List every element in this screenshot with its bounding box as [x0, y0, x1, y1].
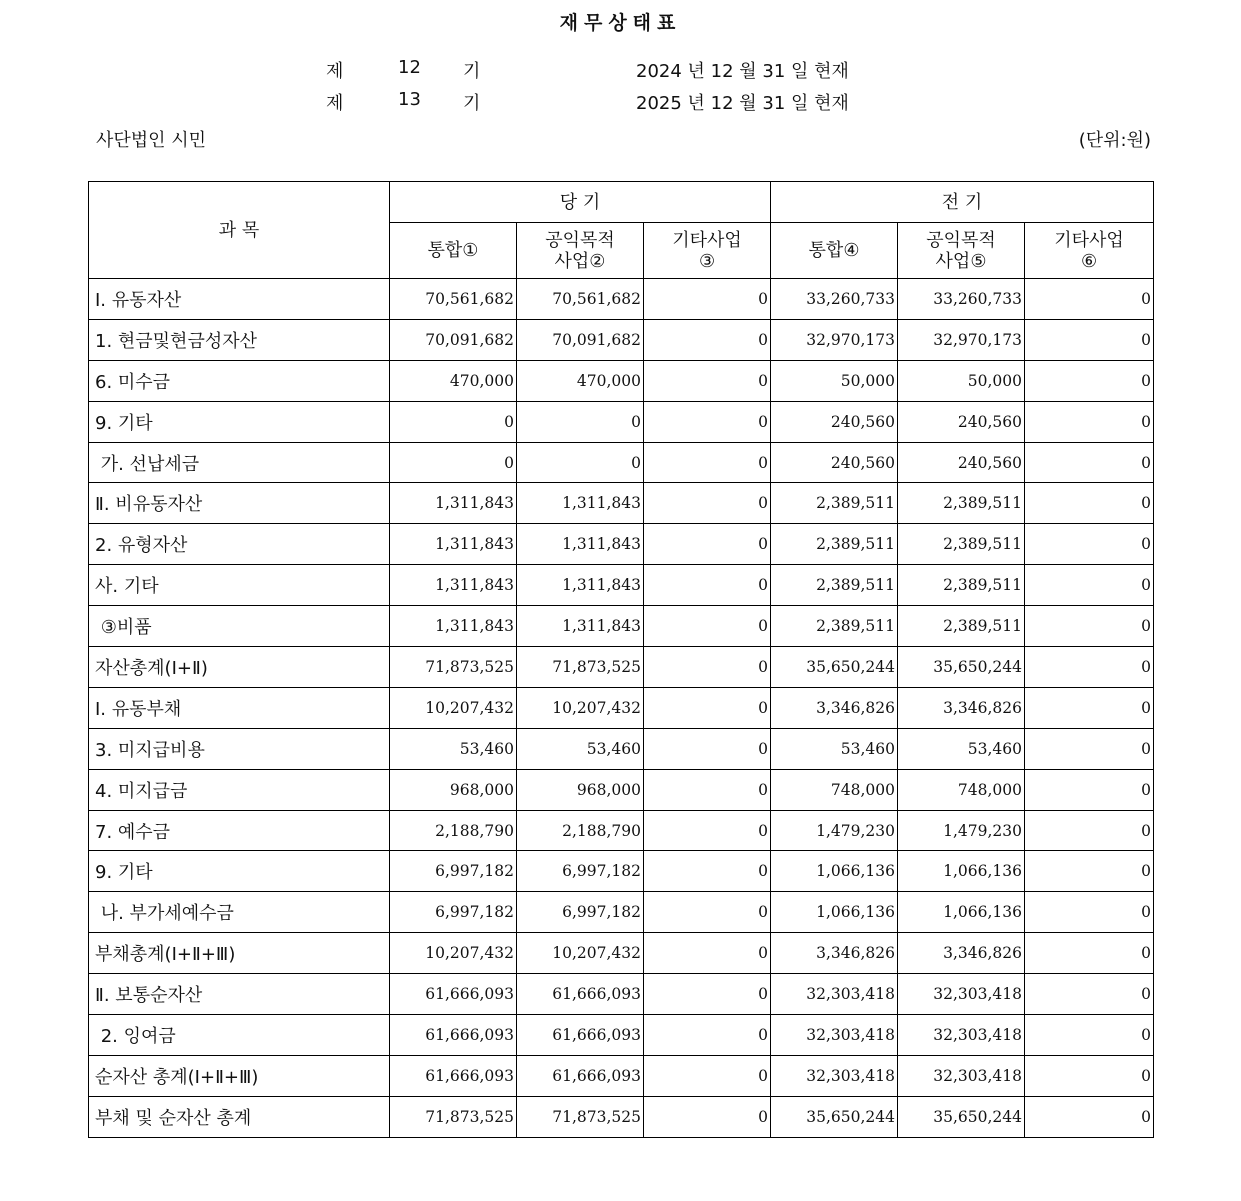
table-row	[89, 851, 1154, 892]
account-label: 9. 기타	[89, 401, 390, 442]
amount-cell: 1,066,136	[898, 892, 1025, 933]
table-row	[89, 442, 1154, 483]
table-body	[89, 279, 1154, 1138]
account-label: 순자산 총계(Ⅰ+Ⅱ+Ⅲ)	[89, 1055, 390, 1096]
amount-cell: 32,303,418	[771, 974, 898, 1015]
account-label: Ⅰ. 유동부채	[89, 687, 390, 728]
amount-cell: 0	[644, 687, 771, 728]
prior-period-header: 전 기	[771, 182, 1154, 223]
sub-header-3: 기타사업 ③	[644, 223, 771, 279]
table-row	[89, 483, 1154, 524]
amount-cell: 32,303,418	[898, 1015, 1025, 1056]
table-row	[89, 1096, 1154, 1137]
amount-cell: 32,303,418	[771, 1055, 898, 1096]
amount-cell: 0	[644, 606, 771, 647]
account-header: 과 목	[89, 182, 390, 279]
amount-cell: 10,207,432	[517, 687, 644, 728]
amount-cell: 53,460	[390, 728, 517, 769]
table-row	[89, 769, 1154, 810]
table-row	[89, 687, 1154, 728]
amount-cell: 70,091,682	[517, 319, 644, 360]
amount-cell: 0	[1025, 401, 1154, 442]
period-line-2	[0, 89, 1241, 113]
table-row	[89, 1015, 1154, 1056]
document-title: 재무상태표	[559, 12, 682, 34]
amount-cell: 0	[1025, 1096, 1154, 1137]
account-label: 사. 기타	[89, 565, 390, 606]
period-number: 12	[398, 57, 421, 78]
amount-cell: 53,460	[898, 728, 1025, 769]
amount-cell: 0	[1025, 442, 1154, 483]
amount-cell: 2,389,511	[898, 483, 1025, 524]
table-row	[89, 319, 1154, 360]
account-label: 자산총계(Ⅰ+Ⅱ)	[89, 647, 390, 688]
amount-cell: 0	[1025, 728, 1154, 769]
amount-cell: 10,207,432	[390, 687, 517, 728]
amount-cell: 0	[644, 442, 771, 483]
amount-cell: 0	[644, 892, 771, 933]
amount-cell: 1,311,843	[390, 606, 517, 647]
period-date: 2025 년 12 월 31 일 현재	[636, 93, 849, 114]
period-date: 2024 년 12 월 31 일 현재	[636, 61, 849, 82]
amount-cell: 33,260,733	[771, 279, 898, 320]
amount-cell: 10,207,432	[390, 933, 517, 974]
amount-cell: 32,303,418	[898, 1055, 1025, 1096]
sub-header-6: 기타사업 ⑥	[1025, 223, 1154, 279]
amount-cell: 0	[1025, 1055, 1154, 1096]
amount-cell: 3,346,826	[771, 933, 898, 974]
current-period-header: 당 기	[390, 182, 771, 223]
amount-cell: 0	[1025, 524, 1154, 565]
table-row	[89, 647, 1154, 688]
amount-cell: 240,560	[898, 442, 1025, 483]
account-label: 7. 예수금	[89, 810, 390, 851]
amount-cell: 0	[644, 279, 771, 320]
amount-cell: 6,997,182	[390, 892, 517, 933]
amount-cell: 2,188,790	[517, 810, 644, 851]
header-row-1	[89, 182, 1154, 223]
amount-cell: 35,650,244	[898, 1096, 1025, 1137]
amount-cell: 0	[644, 401, 771, 442]
amount-cell: 2,389,511	[898, 606, 1025, 647]
amount-cell: 53,460	[517, 728, 644, 769]
account-label: Ⅰ. 유동자산	[89, 279, 390, 320]
sub-header-1: 통합①	[390, 223, 517, 279]
amount-cell: 968,000	[517, 769, 644, 810]
account-label: 부채 및 순자산 총계	[89, 1096, 390, 1137]
account-label: Ⅱ. 보통순자산	[89, 974, 390, 1015]
amount-cell: 0	[644, 974, 771, 1015]
amount-cell: 0	[1025, 769, 1154, 810]
amount-cell: 32,303,418	[771, 1015, 898, 1056]
amount-cell: 70,091,682	[390, 319, 517, 360]
amount-cell: 71,873,525	[517, 647, 644, 688]
amount-cell: 6,997,182	[390, 851, 517, 892]
amount-cell: 0	[1025, 279, 1154, 320]
amount-cell: 71,873,525	[390, 647, 517, 688]
amount-cell: 1,479,230	[898, 810, 1025, 851]
period-label: 제	[326, 61, 344, 82]
amount-cell: 2,389,511	[771, 483, 898, 524]
sub-header-5: 공익목적 사업⑤	[898, 223, 1025, 279]
amount-cell: 0	[1025, 892, 1154, 933]
amount-cell: 70,561,682	[517, 279, 644, 320]
amount-cell: 32,970,173	[771, 319, 898, 360]
amount-cell: 1,311,843	[517, 606, 644, 647]
amount-cell: 0	[517, 401, 644, 442]
amount-cell: 0	[644, 1096, 771, 1137]
amount-cell: 1,311,843	[517, 565, 644, 606]
amount-cell: 61,666,093	[517, 974, 644, 1015]
account-label: 3. 미지급비용	[89, 728, 390, 769]
amount-cell: 61,666,093	[517, 1015, 644, 1056]
amount-cell: 6,997,182	[517, 892, 644, 933]
amount-cell: 50,000	[898, 360, 1025, 401]
amount-cell: 0	[644, 1015, 771, 1056]
amount-cell: 0	[1025, 319, 1154, 360]
amount-cell: 0	[1025, 974, 1154, 1015]
amount-cell: 3,346,826	[898, 933, 1025, 974]
amount-cell: 0	[1025, 851, 1154, 892]
amount-cell: 0	[644, 524, 771, 565]
amount-cell: 2,389,511	[771, 606, 898, 647]
account-label: 1. 현금및현금성자산	[89, 319, 390, 360]
period-line-1	[0, 57, 1241, 81]
amount-cell: 35,650,244	[771, 647, 898, 688]
amount-cell: 0	[390, 442, 517, 483]
amount-cell: 1,066,136	[771, 892, 898, 933]
sub-header-2: 공익목적 사업②	[517, 223, 644, 279]
amount-cell: 61,666,093	[390, 1015, 517, 1056]
amount-cell: 1,311,843	[517, 524, 644, 565]
table-row	[89, 728, 1154, 769]
amount-cell: 0	[644, 810, 771, 851]
period-suffix: 기	[463, 93, 481, 114]
amount-cell: 0	[1025, 687, 1154, 728]
amount-cell: 0	[644, 728, 771, 769]
amount-cell: 0	[390, 401, 517, 442]
organization-name: 사단법인 시민	[96, 130, 207, 151]
amount-cell: 748,000	[898, 769, 1025, 810]
amount-cell: 61,666,093	[517, 1055, 644, 1096]
amount-cell: 6,997,182	[517, 851, 644, 892]
amount-cell: 32,970,173	[898, 319, 1025, 360]
amount-cell: 0	[1025, 647, 1154, 688]
amount-cell: 61,666,093	[390, 1055, 517, 1096]
amount-cell: 2,389,511	[898, 565, 1025, 606]
table-row	[89, 892, 1154, 933]
table-row	[89, 565, 1154, 606]
period-number: 13	[398, 89, 421, 110]
amount-cell: 0	[1025, 1015, 1154, 1056]
sub-header-4: 통합④	[771, 223, 898, 279]
amount-cell: 0	[644, 851, 771, 892]
amount-cell: 53,460	[771, 728, 898, 769]
amount-cell: 71,873,525	[390, 1096, 517, 1137]
account-label: 6. 미수금	[89, 360, 390, 401]
amount-cell: 1,311,843	[517, 483, 644, 524]
account-label: 나. 부가세예수금	[89, 892, 390, 933]
amount-cell: 71,873,525	[517, 1096, 644, 1137]
amount-cell: 61,666,093	[390, 974, 517, 1015]
amount-cell: 0	[1025, 933, 1154, 974]
account-label: 4. 미지급금	[89, 769, 390, 810]
amount-cell: 0	[644, 647, 771, 688]
account-label: 9. 기타	[89, 851, 390, 892]
table-row	[89, 279, 1154, 320]
amount-cell: 240,560	[771, 401, 898, 442]
amount-cell: 32,303,418	[898, 974, 1025, 1015]
amount-cell: 0	[1025, 565, 1154, 606]
amount-cell: 3,346,826	[771, 687, 898, 728]
table-row	[89, 524, 1154, 565]
amount-cell: 0	[644, 483, 771, 524]
amount-cell: 470,000	[517, 360, 644, 401]
amount-cell: 35,650,244	[898, 647, 1025, 688]
amount-cell: 0	[644, 1055, 771, 1096]
table-row	[89, 606, 1154, 647]
table-row	[89, 401, 1154, 442]
amount-cell: 470,000	[390, 360, 517, 401]
amount-cell: 0	[644, 565, 771, 606]
balance-sheet-table	[88, 181, 1154, 1138]
table-row	[89, 810, 1154, 851]
period-label: 제	[326, 93, 344, 114]
amount-cell: 0	[517, 442, 644, 483]
amount-cell: 1,311,843	[390, 524, 517, 565]
account-label: 부채총계(Ⅰ+Ⅱ+Ⅲ)	[89, 933, 390, 974]
amount-cell: 50,000	[771, 360, 898, 401]
table-row	[89, 933, 1154, 974]
unit-label: (단위:원)	[1078, 130, 1151, 151]
amount-cell: 748,000	[771, 769, 898, 810]
amount-cell: 0	[1025, 360, 1154, 401]
amount-cell: 0	[1025, 483, 1154, 524]
account-label: Ⅱ. 비유동자산	[89, 483, 390, 524]
amount-cell: 1,479,230	[771, 810, 898, 851]
amount-cell: 1,311,843	[390, 483, 517, 524]
amount-cell: 3,346,826	[898, 687, 1025, 728]
amount-cell: 0	[1025, 606, 1154, 647]
amount-cell: 0	[644, 319, 771, 360]
amount-cell: 1,066,136	[771, 851, 898, 892]
amount-cell: 240,560	[771, 442, 898, 483]
amount-cell: 0	[1025, 810, 1154, 851]
amount-cell: 2,188,790	[390, 810, 517, 851]
amount-cell: 2,389,511	[771, 565, 898, 606]
amount-cell: 70,561,682	[390, 279, 517, 320]
amount-cell: 10,207,432	[517, 933, 644, 974]
amount-cell: 1,311,843	[390, 565, 517, 606]
amount-cell: 0	[644, 769, 771, 810]
account-label: 2. 유형자산	[89, 524, 390, 565]
table-row	[89, 1055, 1154, 1096]
account-label: 2. 잉여금	[89, 1015, 390, 1056]
period-suffix: 기	[463, 61, 481, 82]
amount-cell: 0	[644, 933, 771, 974]
table-row	[89, 974, 1154, 1015]
amount-cell: 968,000	[390, 769, 517, 810]
table-row	[89, 360, 1154, 401]
amount-cell: 1,066,136	[898, 851, 1025, 892]
amount-cell: 35,650,244	[771, 1096, 898, 1137]
amount-cell: 2,389,511	[898, 524, 1025, 565]
amount-cell: 0	[644, 360, 771, 401]
account-label: 가. 선납세금	[89, 442, 390, 483]
amount-cell: 2,389,511	[771, 524, 898, 565]
account-label: ③비품	[89, 606, 390, 647]
amount-cell: 33,260,733	[898, 279, 1025, 320]
amount-cell: 240,560	[898, 401, 1025, 442]
